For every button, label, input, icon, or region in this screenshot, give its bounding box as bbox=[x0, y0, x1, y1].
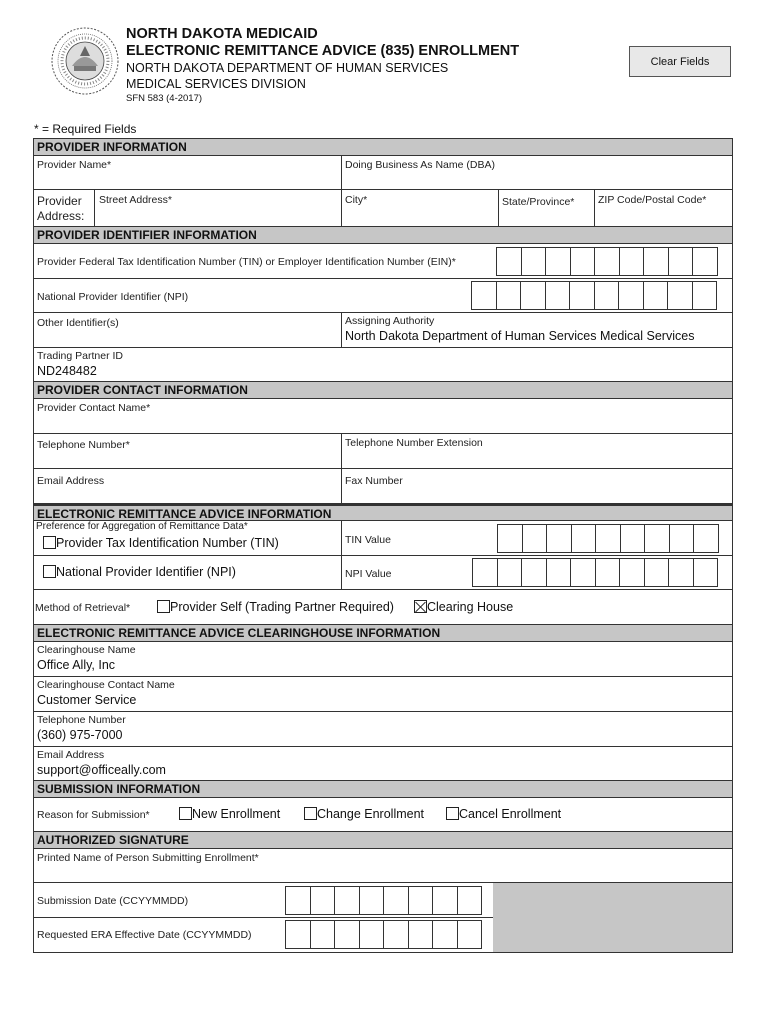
form-title-line1: NORTH DAKOTA MEDICAID bbox=[126, 26, 318, 42]
npi-value-label: NPI Value bbox=[345, 568, 392, 580]
state-seal-icon bbox=[50, 26, 120, 96]
clearinghouse-email-value: support@officeally.com bbox=[37, 763, 166, 777]
npi-value-field bbox=[341, 556, 732, 589]
aggregation-tin-row bbox=[34, 521, 732, 556]
era-effective-date-boxes[interactable] bbox=[286, 920, 482, 949]
assigning-authority-label: Assigning Authority bbox=[345, 315, 435, 327]
clearinghouse-name-value: Office Ally, Inc bbox=[37, 658, 116, 672]
submission-reason-label: Reason for Submission* bbox=[37, 809, 150, 821]
submission-reason-row bbox=[34, 798, 732, 832]
provider-name-row bbox=[34, 156, 732, 190]
required-fields-note: * = Required Fields bbox=[34, 122, 137, 136]
npi-option-label: National Provider Identifier (NPI) bbox=[56, 565, 236, 579]
new-enrollment-label: New Enrollment bbox=[192, 807, 281, 821]
enrollment-form bbox=[33, 138, 733, 953]
submission-date-row bbox=[34, 883, 493, 918]
signature-gray-area bbox=[493, 883, 732, 952]
clearinghouse-phone-label: Telephone Number bbox=[37, 714, 126, 726]
section-provider-contact: PROVIDER CONTACT INFORMATION bbox=[34, 382, 732, 399]
clearing-house-checkbox[interactable] bbox=[414, 600, 427, 613]
tin-value-field bbox=[341, 521, 732, 555]
dba-field[interactable] bbox=[341, 156, 732, 189]
city-field[interactable] bbox=[341, 190, 498, 226]
telephone-row bbox=[34, 434, 732, 469]
clearinghouse-phone-row[interactable] bbox=[34, 712, 732, 747]
telephone-extension-label: Telephone Number Extension bbox=[345, 437, 483, 449]
submission-date-boxes[interactable] bbox=[286, 886, 482, 915]
tin-option-checkbox[interactable] bbox=[43, 536, 56, 549]
tin-digit-boxes[interactable] bbox=[497, 247, 718, 276]
tin-label: Provider Federal Tax Identification Number (TIN) or Employer Identification Number (EIN)* bbox=[37, 256, 456, 268]
other-identifier-row bbox=[34, 313, 732, 348]
printed-name-label: Printed Name of Person Submitting Enrollment* bbox=[37, 852, 259, 864]
dba-label: Doing Business As Name (DBA) bbox=[345, 159, 495, 171]
trading-partner-value: ND248482 bbox=[37, 364, 97, 378]
form-title-line2: ELECTRONIC REMITTANCE ADVICE (835) ENROLLMENT bbox=[126, 43, 520, 59]
fax-label: Fax Number bbox=[345, 475, 403, 487]
assigning-authority-value: North Dakota Department of Human Services Medical Services bbox=[345, 329, 695, 343]
telephone-extension-field[interactable] bbox=[341, 434, 732, 468]
dates-block bbox=[34, 883, 732, 952]
clearinghouse-name-row[interactable] bbox=[34, 642, 732, 677]
era-effective-date-label: Requested ERA Effective Date (CCYYMMDD) bbox=[37, 929, 252, 941]
npi-digit-boxes[interactable] bbox=[472, 281, 717, 310]
npi-row bbox=[34, 279, 732, 313]
section-provider-identifier: PROVIDER IDENTIFIER INFORMATION bbox=[34, 227, 732, 244]
email-fax-row bbox=[34, 469, 732, 504]
city-label: City* bbox=[345, 194, 368, 206]
tin-option-label: Provider Tax Identification Number (TIN) bbox=[56, 536, 279, 550]
provider-name-field[interactable] bbox=[34, 156, 341, 189]
tin-value-label: TIN Value bbox=[345, 534, 391, 546]
clearinghouse-contact-row[interactable] bbox=[34, 677, 732, 712]
provider-address-row bbox=[34, 190, 732, 227]
clearinghouse-contact-value: Customer Service bbox=[37, 693, 137, 707]
email-field[interactable] bbox=[34, 469, 341, 503]
npi-value-boxes[interactable] bbox=[473, 558, 718, 587]
era-effective-date-row bbox=[34, 918, 493, 952]
submission-date-label: Submission Date (CCYYMMDD) bbox=[37, 895, 189, 907]
clearinghouse-name-label: Clearinghouse Name bbox=[37, 644, 136, 656]
clearinghouse-email-row[interactable] bbox=[34, 747, 732, 781]
section-authorized-signature: AUTHORIZED SIGNATURE bbox=[34, 832, 732, 849]
fax-field[interactable] bbox=[341, 469, 732, 503]
cancel-enrollment-label: Cancel Enrollment bbox=[459, 807, 562, 821]
trading-partner-row[interactable] bbox=[34, 348, 732, 382]
provider-address-label: Provider Address: bbox=[37, 194, 85, 223]
state-field[interactable] bbox=[498, 190, 594, 226]
contact-name-row[interactable] bbox=[34, 399, 732, 434]
change-enrollment-checkbox[interactable] bbox=[304, 807, 317, 820]
division-name: MEDICAL SERVICES DIVISION bbox=[126, 77, 306, 91]
aggregation-preference-label: Preference for Aggregation of Remittance Data* bbox=[36, 521, 248, 532]
aggregation-npi-row bbox=[34, 556, 732, 590]
new-enrollment-checkbox[interactable] bbox=[179, 807, 192, 820]
state-label: State/Province* bbox=[502, 196, 575, 208]
clearinghouse-email-label: Email Address bbox=[37, 749, 105, 761]
trading-partner-label: Trading Partner ID bbox=[37, 350, 123, 362]
email-label: Email Address bbox=[37, 475, 105, 487]
npi-label: National Provider Identifier (NPI) bbox=[37, 291, 189, 303]
clearinghouse-phone-value: (360) 975-7000 bbox=[37, 728, 123, 742]
contact-name-label: Provider Contact Name* bbox=[37, 402, 151, 414]
tin-row bbox=[34, 244, 732, 279]
zip-label: ZIP Code/Postal Code* bbox=[598, 194, 707, 206]
provider-self-checkbox[interactable] bbox=[157, 600, 170, 613]
section-provider-information: PROVIDER INFORMATION bbox=[34, 139, 732, 156]
telephone-label: Telephone Number* bbox=[37, 439, 130, 451]
printed-name-row[interactable] bbox=[34, 849, 732, 883]
form-number: SFN 583 (4-2017) bbox=[126, 93, 203, 104]
provider-self-label: Provider Self (Trading Partner Required) bbox=[170, 600, 394, 614]
section-clearinghouse: ELECTRONIC REMITTANCE ADVICE CLEARINGHOUSE INFORMATION bbox=[34, 625, 732, 642]
other-identifier-field[interactable] bbox=[34, 313, 341, 347]
clearinghouse-contact-label: Clearinghouse Contact Name bbox=[37, 679, 175, 691]
section-era-information: ELECTRONIC REMITTANCE ADVICE INFORMATION bbox=[34, 504, 732, 521]
zip-field[interactable] bbox=[594, 190, 732, 226]
assigning-authority-field[interactable] bbox=[341, 313, 732, 347]
change-enrollment-label: Change Enrollment bbox=[317, 807, 425, 821]
other-identifier-label: Other Identifier(s) bbox=[37, 317, 119, 329]
retrieval-method-row bbox=[34, 590, 732, 625]
clearing-house-label: Clearing House bbox=[427, 600, 514, 614]
department-name: NORTH DAKOTA DEPARTMENT OF HUMAN SERVICES bbox=[126, 61, 449, 75]
street-address-field[interactable] bbox=[94, 190, 341, 226]
tin-value-boxes[interactable] bbox=[498, 524, 719, 553]
telephone-field[interactable] bbox=[34, 434, 341, 468]
clear-fields-button[interactable]: Clear Fields bbox=[629, 46, 731, 77]
npi-option-checkbox[interactable] bbox=[43, 565, 56, 578]
street-address-label: Street Address* bbox=[99, 194, 172, 206]
retrieval-method-label: Method of Retrieval* bbox=[35, 602, 131, 614]
cancel-enrollment-checkbox[interactable] bbox=[446, 807, 459, 820]
section-submission: SUBMISSION INFORMATION bbox=[34, 781, 732, 798]
provider-name-label: Provider Name* bbox=[37, 159, 112, 171]
